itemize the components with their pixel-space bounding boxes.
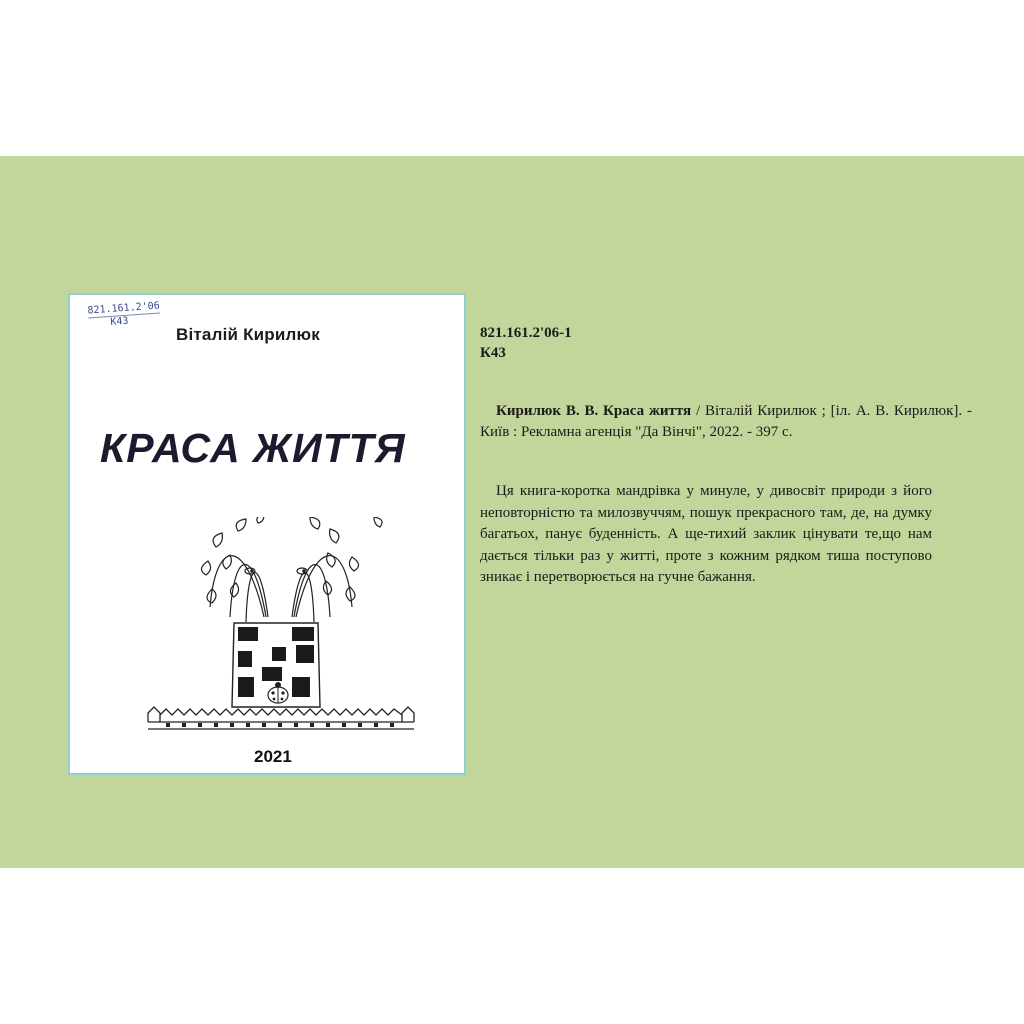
entry-heading: Кирилюк В. В. Краса життя bbox=[496, 403, 692, 419]
cover-author: Віталій Кирилюк bbox=[176, 325, 320, 344]
library-stamp bbox=[87, 301, 161, 331]
bibliographic-entry bbox=[480, 401, 972, 443]
cover-year: 2021 bbox=[254, 747, 292, 766]
fountain-tree-ladybug-icon bbox=[146, 517, 416, 735]
stamp-mark: К43 bbox=[88, 312, 161, 330]
udc-code: 821.161.2'06-1 bbox=[480, 325, 572, 341]
cover-title: КРАСА ЖИТТЯ bbox=[100, 425, 406, 471]
book-annotation: Ця книга-коротка мандрівка у минуле, у дивосвіт природи з його неповторністю та милозвуччям, пошук прекрасного там, де, на думку багатьох, панує буденність. А ще-тихий заклик цінувати те,що нам дається тільки раз у житті, проте з кожним рядком тиша поступово зникає і перетворюється на гучне бажання. bbox=[480, 483, 932, 585]
book-cover bbox=[68, 293, 466, 775]
stamp-code: 821.161.2'06 bbox=[87, 300, 161, 317]
entry-details: / Віталій Кирилюк ; [іл. А. В. Кирилюк]. - Київ : Рекламна агенція "Да Вінчі", 2022. - 397 с. bbox=[480, 403, 972, 440]
author-mark: К43 bbox=[480, 345, 506, 361]
classification-codes bbox=[480, 323, 572, 363]
